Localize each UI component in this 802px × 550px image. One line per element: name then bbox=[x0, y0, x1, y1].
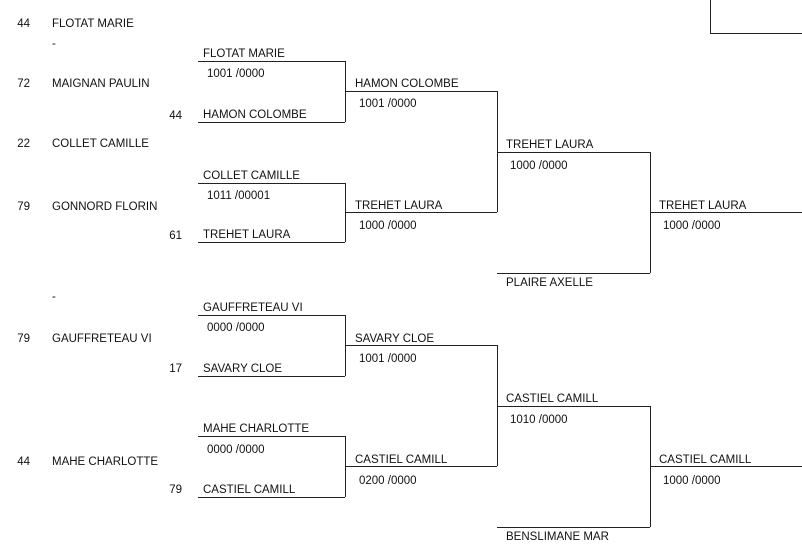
r4-player: BENSLIMANE MAR bbox=[506, 531, 609, 543]
r2-score: 0000 /0000 bbox=[207, 444, 265, 456]
bracket-line bbox=[198, 242, 345, 243]
r2-player: COLLET CAMILLE bbox=[203, 170, 300, 182]
r2-score: 0000 /0000 bbox=[207, 322, 265, 334]
r4-player: TREHET LAURA bbox=[506, 139, 594, 151]
r3-player: SAVARY CLOE bbox=[355, 333, 435, 345]
bracket-line bbox=[198, 376, 345, 377]
r1-player: GONNORD FLORIN bbox=[52, 201, 158, 213]
r2-player: CASTIEL CAMILL bbox=[203, 484, 296, 496]
r3-player: TREHET LAURA bbox=[355, 200, 443, 212]
r1-seed: 44 bbox=[169, 110, 182, 122]
bracket-line bbox=[198, 315, 345, 316]
r1-seed: 44 bbox=[17, 18, 30, 30]
r1-player: MAIGNAN PAULIN bbox=[52, 78, 150, 90]
bracket-connector bbox=[710, 0, 711, 33]
r3-score: 1000 /0000 bbox=[359, 220, 417, 232]
r1-player: COLLET CAMILLE bbox=[52, 138, 149, 150]
r1-seed: 79 bbox=[169, 484, 182, 496]
bracket-line bbox=[198, 436, 345, 437]
r1-player: GAUFFRETEAU VI bbox=[52, 333, 152, 345]
r1-player: MAHE CHARLOTTE bbox=[52, 456, 159, 468]
r1-seed: 22 bbox=[17, 138, 30, 150]
r1-seed: 79 bbox=[17, 201, 30, 213]
bracket-line bbox=[710, 33, 802, 34]
r2-player: GAUFFRETEAU VI bbox=[203, 302, 303, 314]
r3-player: HAMON COLOMBE bbox=[355, 78, 459, 90]
r5-player: TREHET LAURA bbox=[659, 200, 747, 212]
r5-player: CASTIEL CAMILL bbox=[659, 454, 752, 466]
r2-player: SAVARY CLOE bbox=[203, 363, 283, 375]
r5-score: 1000 /0000 bbox=[663, 475, 721, 487]
r1-bye: - bbox=[52, 291, 56, 303]
r1-seed: 61 bbox=[169, 230, 182, 242]
r4-player: PLAIRE AXELLE bbox=[506, 277, 593, 289]
r1-seed: 17 bbox=[169, 363, 182, 375]
r4-score: 1000 /0000 bbox=[510, 160, 568, 172]
r2-score: 1001 /0000 bbox=[207, 68, 265, 80]
bracket-line bbox=[497, 406, 650, 407]
bracket-line bbox=[497, 152, 650, 153]
r2-player: FLOTAT MARIE bbox=[203, 48, 285, 60]
r3-score: 0200 /0000 bbox=[359, 475, 417, 487]
r2-player: MAHE CHARLOTTE bbox=[203, 423, 310, 435]
r1-bye: - bbox=[52, 38, 56, 50]
bracket-line bbox=[345, 91, 497, 92]
r1-player: FLOTAT MARIE bbox=[52, 18, 134, 30]
bracket-line bbox=[497, 273, 650, 274]
r1-seed: 79 bbox=[17, 333, 30, 345]
r3-score: 1001 /0000 bbox=[359, 353, 417, 365]
bracket-line bbox=[198, 183, 345, 184]
bracket-line bbox=[198, 122, 345, 123]
bracket-line bbox=[198, 497, 345, 498]
r3-score: 1001 /0000 bbox=[359, 98, 417, 110]
r4-player: CASTIEL CAMILL bbox=[506, 393, 599, 405]
r1-seed: 72 bbox=[17, 78, 30, 90]
r3-player: CASTIEL CAMILL bbox=[355, 454, 448, 466]
r1-seed: 44 bbox=[17, 456, 30, 468]
bracket-line bbox=[497, 527, 650, 528]
bracket-line bbox=[198, 61, 345, 62]
r2-player: HAMON COLOMBE bbox=[203, 109, 307, 121]
r4-score: 1010 /0000 bbox=[510, 414, 568, 426]
r2-score: 1011 /00001 bbox=[207, 190, 271, 202]
r2-player: TREHET LAURA bbox=[203, 229, 291, 241]
r5-score: 1000 /0000 bbox=[663, 220, 721, 232]
